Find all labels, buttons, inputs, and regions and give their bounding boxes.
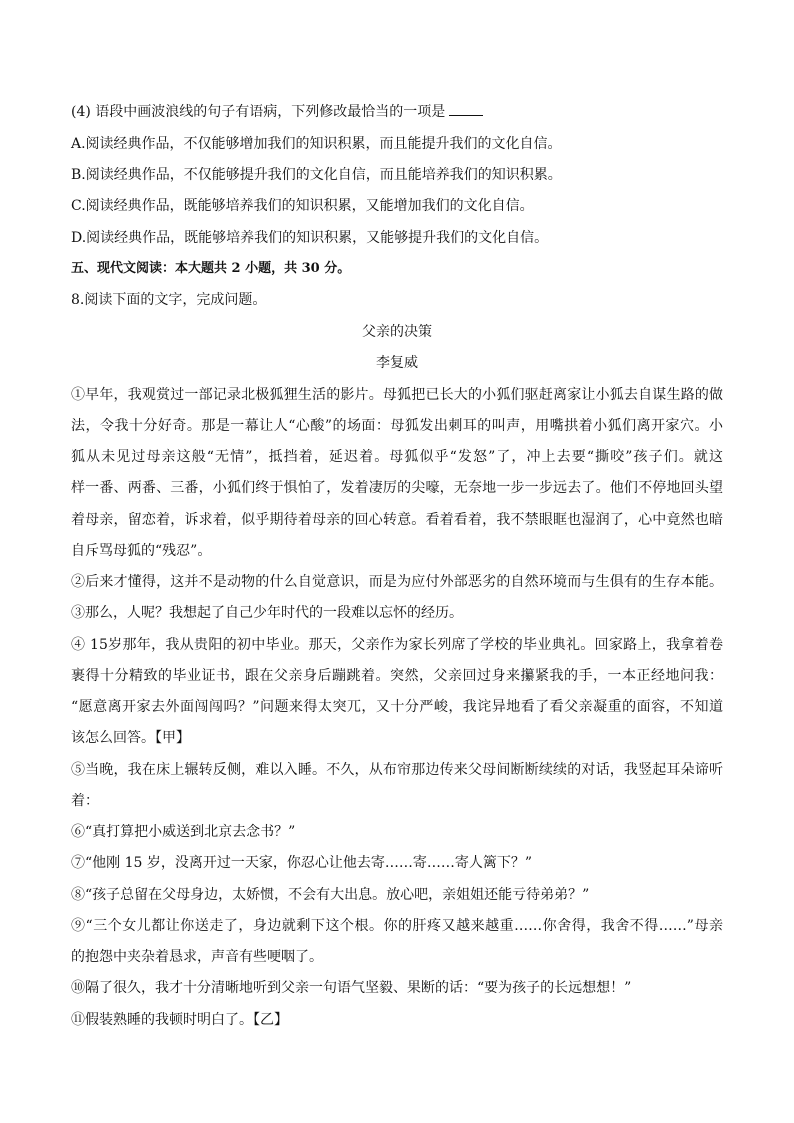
question-8-instruction: 8.阅读下面的文字，完成问题。 <box>71 292 267 308</box>
answer-blank <box>449 103 483 116</box>
article-line: 着： <box>71 793 99 809</box>
question-4-stem-text: (4) 语段中画波浪线的句子有语病，下列修改最恰当的一项是 <box>71 104 446 120</box>
article-line: ⑤当晚，我在床上辗转反侧，难以入睡。不久，从布帘那边传来父母间断断续续的对话，我竖起耳朵谛听 <box>71 762 723 778</box>
option-d: D.阅读经典作品，既能够培养我们的知识积累，又能够提升我们的文化自信。 <box>71 230 549 246</box>
option-a: A.阅读经典作品，不仅能够增加我们的知识积累，而且能提升我们的文化自信。 <box>71 136 562 152</box>
article-line: 法，令我十分好奇。那是一幕让人“心酸”的场面：母狐发出刺耳的叫声，用嘴拱着小狐们离开家穴。小 <box>71 418 723 434</box>
article-title: 父亲的决策 <box>362 324 432 340</box>
article-line: 狐从未见过母亲这般“无情”，抵挡着，延迟着。母狐似乎“发怒”了，冲上去要“撕咬”孩子们。就这 <box>71 449 723 465</box>
article-line: “愿意离开家去外面闯闯吗？”问题来得太突兀，又十分严峻，我诧异地看了看父亲凝重的面容，不知道 <box>71 699 723 715</box>
article-author: 李复威 <box>376 355 418 371</box>
article-line: 样一番、两番、三番，小狐们终于惧怕了，发着凄厉的尖嚎，无奈地一步一步远去了。他们不停地回头望 <box>71 480 723 496</box>
article-line: 的抱怨中夹杂着恳求，声音有些哽咽了。 <box>71 949 323 965</box>
section-heading: 五、现代文阅读：本大题共 2 小题，共 30 分。 <box>71 261 351 276</box>
article-line: 裹得十分精致的毕业证书，跟在父亲身后蹦跳着。突然，父亲回过身来攥紧我的手，一本正经地问我： <box>71 668 723 684</box>
article-line: ③那么，人呢？我想起了自己少年时代的一段难以忘怀的经历。 <box>71 605 463 621</box>
article-line: 该怎么回答。【甲】 <box>71 730 190 746</box>
option-c: C.阅读经典作品，既能够培养我们的知识积累，又能增加我们的文化自信。 <box>71 198 534 214</box>
article-line: ②后来才懂得，这并不是动物的什么自觉意识，而是为应付外部恶劣的自然环境而与生俱有的生存本能。 <box>71 574 723 590</box>
question-4-stem <box>71 103 723 121</box>
article-line: ⑪假装熟睡的我顿时明白了。【乙】 <box>71 1012 288 1028</box>
article-line: 自斥骂母狐的“残忍”。 <box>71 543 212 559</box>
option-b: B.阅读经典作品，不仅能够提升我们的文化自信，而且能培养我们的知识积累。 <box>71 167 562 183</box>
article-line: ①早年，我观赏过一部记录北极狐狸生活的影片。母狐把已长大的小狐们驱赶离家让小狐去自谋生路的做 <box>71 387 723 403</box>
article-line: ⑨“三个女儿都让你送走了，身边就剩下这个根。你的肝疼又越来越重……你舍得，我舍不得……”母亲 <box>71 918 723 934</box>
article-line: ⑧“孩子总留在父母身边，太娇惯，不会有大出息。放心吧，亲姐姐还能亏待弟弟？” <box>71 887 590 903</box>
article-line: ⑦“他刚 15 岁，没离开过一天家，你忍心让他去寄……寄……寄人篱下？” <box>71 855 533 871</box>
article-line: 着母亲，留恋着，诉求着，似乎期待着母亲的回心转意。看着看着，我不禁眼眶也湿润了，心中竟然也暗 <box>71 512 723 528</box>
article-line: ⑩隔了很久，我才十分清晰地听到父亲一句语气坚毅、果断的话：“要为孩子的长远想想！” <box>71 980 632 996</box>
article-line: ⑥“真打算把小威送到北京去念书？” <box>71 824 296 840</box>
article-line: ④ 15岁那年，我从贵阳的初中毕业。那天，父亲作为家长列席了学校的毕业典礼。回家路上，我拿着卷 <box>71 637 723 653</box>
